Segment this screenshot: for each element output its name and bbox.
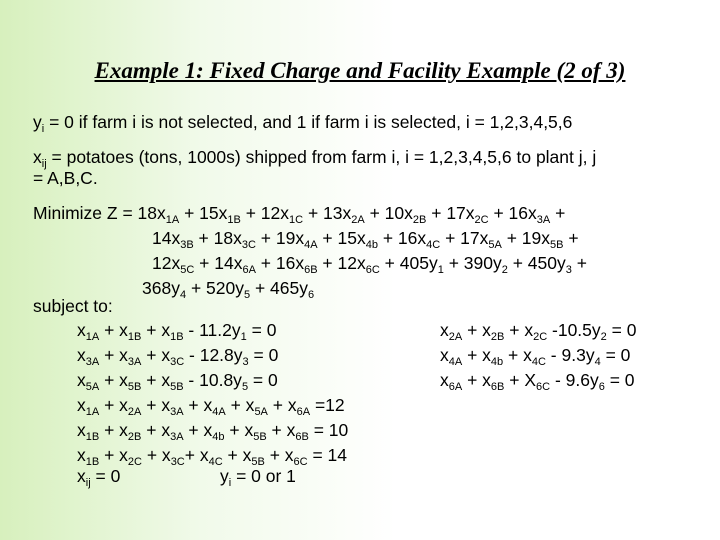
objective-line-3: $12x_{5C} + 14x_{6A} + 16x_{6B} + 12x_{6C} + 405y_1 + 390y_2 + 450y_3$ +	[152, 253, 587, 276]
slide-title: Example 1: Fixed Charge and Facility Example (2 of 3)	[94, 58, 626, 83]
constraint-right-1: $x_{2A} + x_{2B} + x_{2C}$ $-10.5y_2 = 0$	[440, 320, 637, 343]
objective-line-2: $14x_{3B} + 18x_{3C} + 19x_{4A} + 15x_{4b} + 16x_{4C} + 17x_{5A} + 19x_{5B}$ +	[152, 228, 579, 251]
constraint-left-2: $x_{3A} + x_{3A} + x_{3C} - 12.8y_3 = 0$	[77, 345, 279, 368]
subject-to-label: subject to:	[33, 296, 113, 316]
constraint-right-2: $x_{4A} + x_{4b} + x_{4C} - 9.3y_4 = 0$	[440, 345, 631, 368]
constraint-left-3: $x_{5A} + x_{5B} + x_{5B} - 10.8y_5 = 0$	[77, 370, 278, 393]
def-y-line: $y_i = 0$ if farm i is not selected, and 1 if farm i is selected, i = 1,2,3,4,5,6	[33, 112, 573, 135]
domain-y: $y_i = 0$ or 1	[220, 466, 296, 489]
constraint-left-4: $x_{1A} + x_{2A} + x_{3A} + x_{4A} + x_{5A} + x_{6A} =12$	[77, 395, 345, 418]
domain-x: $x_{ij} = 0$	[77, 466, 121, 489]
constraint-left-1: $x_{1A} + x_{1B} + x_{1B} - 11.2y_1 = 0$	[77, 320, 277, 343]
constraint-left-6: $x_{1B} + x_{2C} + x_{3C}+ x_{4C} + x_{5B} + x_{6C} = 14$	[77, 445, 348, 468]
constraint-left-5: $x_{1B} + x_{2B} + x_{3A} + x_{4b} + x_{5B} + x_{6B} = 10$	[77, 420, 349, 443]
objective-line-1: Minimize $Z = 18x_{1A} + 15x_{1B} + 12x_{1C} + 13x_{2A} + 10x_{2B} + 17x_{2C} + 16x_{3A}$ +	[33, 203, 566, 226]
def-x-line-1: $x_{ij}$ = potatoes (tons, 1000s) shipped from farm i, i = 1,2,3,4,5,6 to plant j, j	[33, 147, 597, 170]
def-x-line-2: = A,B,C.	[33, 168, 98, 188]
objective-line-4: $368y_4 + 520y_5 + 465y_6$	[142, 278, 315, 301]
constraint-right-3: $x_{6A} + x_{6B} + X_{6C} - 9.6y_6 = 0$	[440, 370, 635, 393]
